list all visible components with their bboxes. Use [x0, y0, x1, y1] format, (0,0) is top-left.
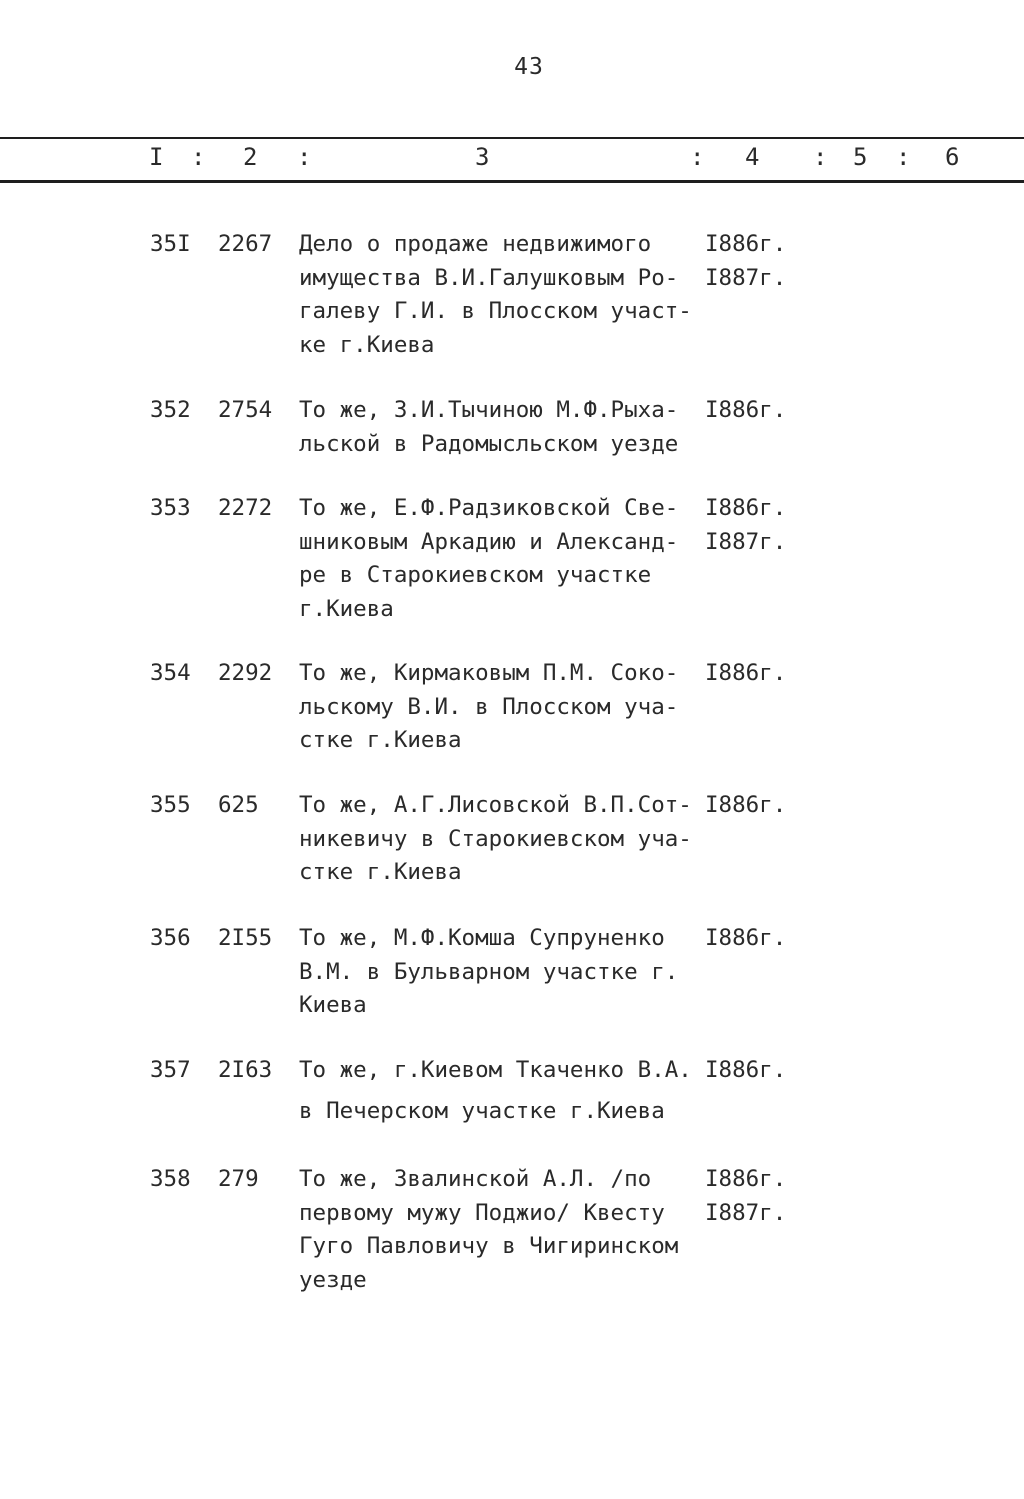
item-dates [705, 922, 786, 956]
description-line: уезде [299, 1266, 367, 1293]
description-line: в Печерском участке г.Киева [299, 1097, 665, 1124]
file-code: 2754 [218, 397, 273, 423]
item-description [299, 789, 699, 890]
item-description [299, 394, 699, 461]
description-line: В.М. в Бульварном участке г. [299, 958, 679, 985]
file-code: 2267 [218, 231, 273, 257]
description-line: стке г.Киева [299, 727, 462, 753]
item-dates [705, 1163, 786, 1230]
column-separator: : [896, 143, 911, 171]
description-line: То же, З.И.Тычиною М.Ф.Рыха- [299, 397, 679, 423]
description-line: льскому В.И. в Плосском уча- [299, 693, 679, 720]
file-code: 625 [218, 792, 259, 818]
date-line: I886г. [705, 231, 787, 257]
description-line: шниковым Аркадию и Александ- [299, 528, 679, 555]
header-bottom-rule [0, 180, 1024, 183]
column-separator: : [690, 143, 705, 171]
item-number: 353 [150, 495, 191, 521]
column-header-3: 3 [475, 143, 490, 171]
description-line: Гуго Павловичу в Чигиринском [299, 1233, 679, 1259]
description-line: ке г.Киева [299, 331, 435, 358]
column-separator: : [191, 143, 206, 171]
file-code: 2292 [218, 660, 273, 686]
description-line: То же, Е.Ф.Радзиковской Све- [299, 495, 679, 521]
item-dates [705, 394, 786, 428]
date-line: I886г. [705, 1057, 787, 1083]
column-separator: : [297, 143, 312, 171]
item-description [299, 1054, 699, 1128]
description-line: никевичу в Старокиевском уча- [299, 825, 692, 852]
item-description [299, 492, 699, 626]
column-header-4: 4 [745, 143, 760, 171]
column-header-1: I [149, 143, 164, 171]
description-line: имущества В.И.Галушковым Ро- [299, 264, 679, 291]
item-description [299, 1163, 699, 1297]
description-line: То же, А.Г.Лисовской В.П.Сот- [299, 792, 692, 818]
description-line: То же, Кирмаковым П.М. Соко- [299, 660, 679, 686]
item-description [299, 657, 699, 758]
item-description [299, 228, 699, 362]
description-line: стке г.Киева [299, 859, 462, 885]
file-code: 2I55 [218, 925, 273, 951]
description-line: первому мужу Поджио/ Квесту [299, 1199, 665, 1226]
description-line: Дело о продаже недвижимого [299, 231, 652, 257]
item-number: 35I [150, 231, 191, 257]
item-number: 356 [150, 925, 191, 951]
page-number: 43 [514, 54, 544, 80]
date-line: I886г. [705, 397, 787, 423]
date-line: I886г. [705, 495, 787, 521]
description-line: То же, г.Киевом Ткаченко В.А. [299, 1057, 692, 1083]
item-number: 357 [150, 1057, 191, 1083]
description-line: г.Киева [299, 595, 394, 622]
file-code: 2272 [218, 495, 273, 521]
item-dates [705, 492, 786, 559]
header-top-rule [0, 137, 1024, 139]
item-dates [705, 1054, 786, 1088]
description-line: То же, М.Ф.Комша Супруненко [299, 925, 665, 951]
description-line: То же, Звалинской А.Л. /по [299, 1166, 652, 1192]
date-line: I886г. [705, 925, 787, 951]
column-header-2: 2 [243, 143, 258, 171]
column-header-5: 5 [853, 143, 868, 171]
date-line: I887г. [705, 1199, 787, 1226]
file-code: 279 [218, 1166, 259, 1192]
item-dates [705, 657, 786, 691]
description-line: льской в Радомысльском уезде [299, 430, 679, 457]
date-line: I887г. [705, 528, 787, 555]
item-number: 355 [150, 792, 191, 818]
item-dates [705, 789, 786, 823]
description-line: галеву Г.И. в Плосском участ- [299, 298, 692, 324]
column-header-row [0, 143, 1024, 173]
column-header-6: 6 [945, 143, 960, 171]
item-description [299, 922, 699, 1023]
item-number: 354 [150, 660, 191, 686]
description-line: ре в Старокиевском участке [299, 562, 652, 588]
date-line: I886г. [705, 792, 787, 818]
column-separator: : [813, 143, 828, 171]
date-line: I886г. [705, 1166, 787, 1192]
item-number: 358 [150, 1166, 191, 1192]
date-line: I886г. [705, 660, 787, 686]
item-number: 352 [150, 397, 191, 423]
date-line: I887г. [705, 264, 787, 291]
file-code: 2I63 [218, 1057, 273, 1083]
description-line: Киева [299, 992, 367, 1018]
item-dates [705, 228, 786, 295]
